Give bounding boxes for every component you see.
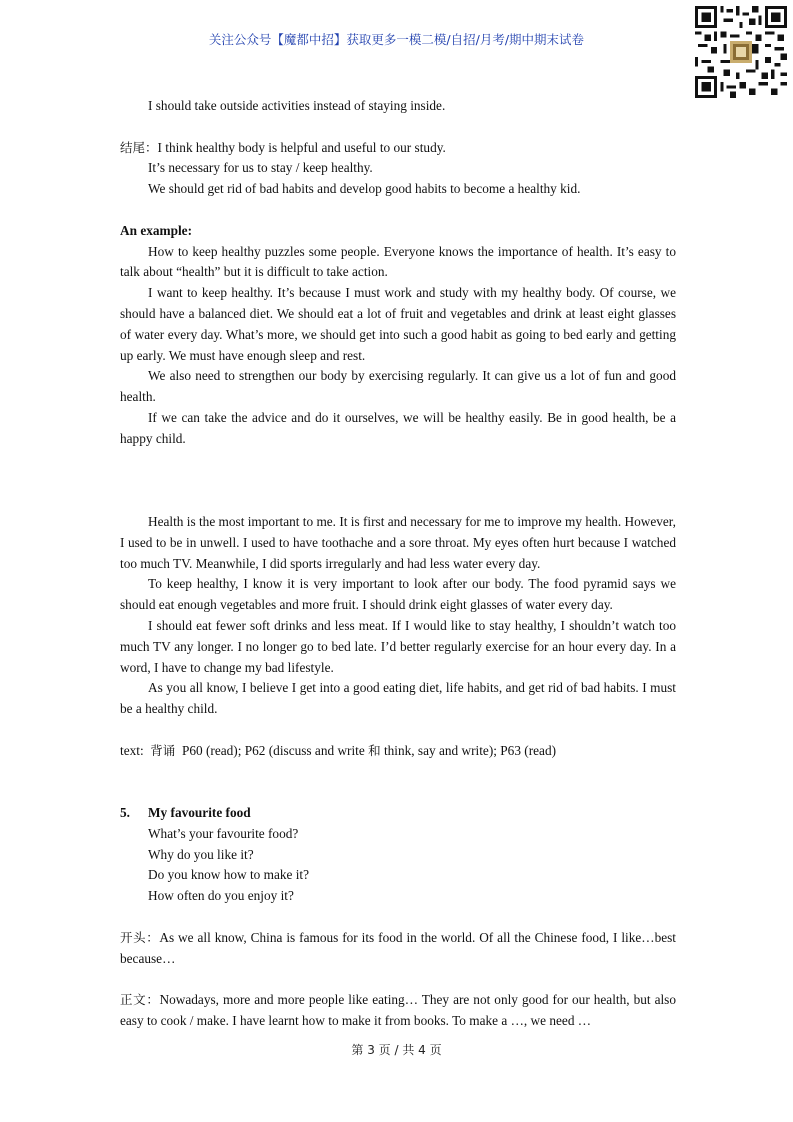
question-4: How often do you enjoy it? — [148, 888, 294, 904]
textbook-line — [120, 741, 676, 762]
ending-line-3: We should get rid of bad habits and develop good habits to become a healthy kid. — [148, 181, 581, 197]
section-heading — [120, 803, 676, 824]
text-line: I should take outside activities instead of staying inside. — [148, 98, 446, 113]
opening-paragraph — [120, 928, 676, 970]
qr-code-icon — [695, 6, 787, 98]
text-part-2: think, say and write); P63 (read) — [383, 742, 557, 758]
question-2: Why do you like it? — [148, 846, 254, 862]
ending-line-2: It’s necessary for us to stay / keep healthy. — [148, 160, 373, 176]
health-paragraph-2: To keep healthy, I know it is very important to look after our body. The food pyramid says we should eat enough vegetables and more fruit. I should drink eight glasses of water every day. — [120, 576, 676, 613]
health-paragraph-4: As you all know, I believe I get into a good eating diet, life habits, and get rid of bad habits. I must be a healthy child. — [120, 680, 676, 717]
section-title: My favourite food — [148, 805, 251, 821]
example-heading-text: An example: — [120, 222, 193, 238]
ending-text-1: I think healthy body is helpful and useful to our study. — [157, 139, 446, 155]
main-label: 正文： — [120, 992, 160, 1008]
health-paragraph-1: Health is the most important to me. It is first and necessary for me to improve my health. However, I used to be in unwell. I used to have toothache and a sore throat. My eyes often hurt because I watched too much TV. Meanwhile, I did sports irregularly and had less water every day. — [120, 513, 676, 571]
header-banner: 关注公众号【魔都中招】获取更多一模二模/自招/月考/期中期末试卷 — [208, 32, 585, 47]
main-paragraph — [120, 990, 676, 1032]
example-paragraph-4: If we can take the advice and do it ourselves, we will be healthy easily. Be in good health, be a happy child. — [120, 409, 676, 446]
example-heading — [120, 221, 676, 242]
example-paragraph-1: How to keep healthy puzzles some people. Everyone knows the importance of health. It’s easy to talk about “health” but it is difficult to take action. — [120, 243, 676, 280]
recite-label: 背诵 — [150, 742, 176, 758]
health-paragraph-3: I should eat fewer soft drinks and less meat. If I would like to stay healthy, I shouldn’t watch too much TV any longer. I no longer go to bed late. I’d better regularly exercise for an hour every day. In a word, I have to change my bad lifestyle. — [120, 617, 676, 675]
question-3: Do you know how to make it? — [148, 867, 310, 883]
ending-line-1 — [120, 138, 676, 159]
opening-label: 开头： — [120, 929, 160, 945]
document-body — [120, 96, 676, 1032]
ending-label: 结尾： — [120, 139, 158, 155]
main-text: Nowadays, more and more people like eating… They are not only good for our health, but also easy to cook / make. I have learnt how to make it from books. To make a …, we need … — [120, 992, 676, 1029]
page-number: 第 3 页 / 共 4 页 — [351, 1043, 442, 1057]
question-1: What’s your favourite food? — [148, 825, 299, 841]
text-and: 和 — [368, 742, 381, 758]
opening-text: As we all know, China is famous for its food in the world. Of all the Chinese food, I like…best because… — [120, 929, 676, 966]
example-paragraph-3: We also need to strengthen our body by exercising regularly. It can give us a lot of fun and good health. — [120, 368, 676, 405]
text-label: text: — [120, 742, 144, 758]
example-paragraph-2: I want to keep healthy. It’s because I must work and study with my healthy body. Of course, we should have a balanced diet. We should eat a lot of fruit and vegetables and drink at least eight glasses of water every day. What’s more, we should get into such a good habit as going to bed early and getting up early. We must have enough sleep and rest. — [120, 285, 676, 363]
text-part-1: P60 (read); P62 (discuss and write — [181, 742, 365, 758]
section-number: 5. — [120, 805, 130, 821]
